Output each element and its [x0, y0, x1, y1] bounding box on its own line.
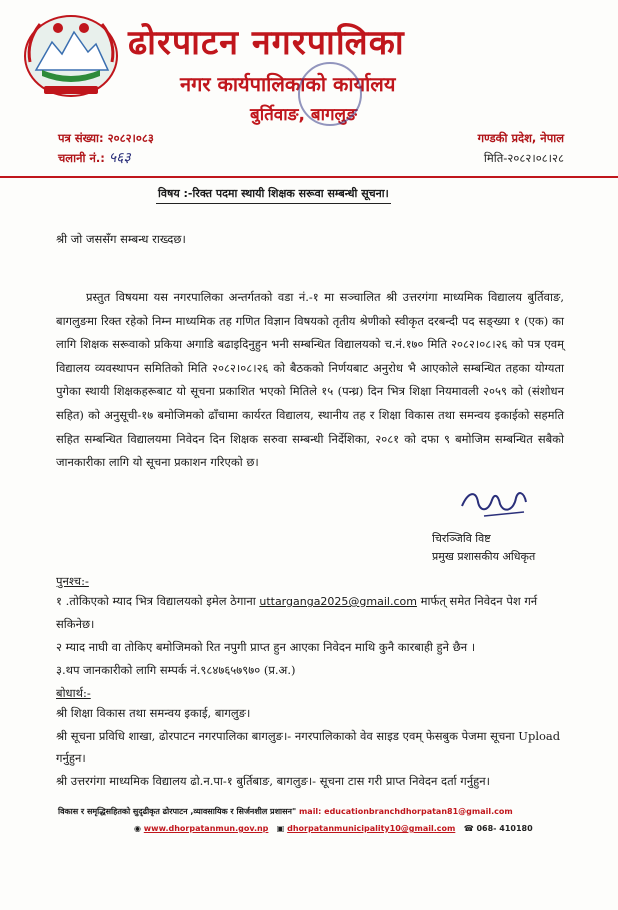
postscript-heading: पुनश्च:- — [56, 574, 89, 588]
reference-block — [58, 128, 154, 168]
nepal-emblem-icon — [22, 12, 120, 98]
subject-line: विषय :-रिक्त पदमा स्थायी शिक्षक सरूवा सम्बन्धी सूचना। — [156, 186, 391, 204]
footer-phone: 068- 410180 — [476, 824, 533, 833]
cc-list — [56, 702, 576, 792]
signer-block — [432, 530, 535, 566]
footer-slogan-row — [58, 806, 578, 817]
dispatch-row — [58, 148, 154, 168]
province-date-block — [478, 128, 564, 168]
postscript-item-3: ३.थप जानकारीको लागि सम्पर्क नं.९८४७६५७९७० (प्र.अ.) — [56, 663, 296, 677]
dispatch-label: चलानी नं.: — [58, 151, 105, 165]
postscript-item-1 — [56, 590, 566, 636]
cc-item-1: श्री शिक्षा विकास तथा समन्वय इकाई, बागलुङ। — [56, 706, 251, 720]
cc-heading: बोधार्थ:- — [56, 686, 91, 700]
postscript-item-1-post: मार्फत् समेत निवेदन पेश गर्न सकिनेछ। — [56, 594, 538, 631]
footer-mail[interactable]: mail: educationbranchdhorpatan81@gmail.com — [298, 807, 513, 816]
footer-contact-row — [134, 824, 574, 833]
notice-body: प्रस्तुत विषयमा यस नगरपालिका अन्तर्गतको वडा नं.-१ मा सञ्चालित श्री उत्तरगंगा माध्यमिक विद्यालय बुर्तिवाङ, बागलुङमा रिक्त रहेको निम्न माध्यमिक तह गणित विज्ञान विषयको तृतीय श्रेणीको स्वीकृत दरबन्दी पद सङ्ख्या १ (एक) का लागि शिक्षक सरूवाको प्रकिया अगाडि बढाइदिनुहुन भनी सम्बन्धित विद्यालयको च.नं.१७० मिति २०८२।०८।२६ को पत्र एवम् विद्यालय व्यवस्थापन समितिको मिति २०८२।०८।२६ को बैठकको निर्णयबाट अनुरोध भै आएकोले सम्बन्धित तहका योग्यता पुगेका स्थायी शिक्षकहरूबाट यो सूचना प्रकाशित भएको मितिले १५ (पन्ध्र) दिन भित्र शिक्षा नियमावली २०५९ को (संशोधन सहित) को अनुसूची-१७ बमोजिमको ढाँचामा कार्यरत विद्यालय, स्थानीय तह र शिक्षा विकास तथा समन्वय इकाईको सहमति सहित सम्बन्धित विद्यालयमा निवेदन दिन शिक्षक सरुवा सम्बन्धी निर्देशिका, २०८१ को दफा ९ बमोजिम सम्बन्धित सबैको जानकारीका लागि यो सूचना प्रकाशन गरिएको छ। — [56, 290, 564, 470]
footer-facebook-link[interactable]: dhorpatanmunicipality10@gmail.com — [287, 824, 456, 833]
greeting: श्री जो जससँग सम्बन्ध राख्दछ। — [56, 232, 186, 246]
signature-icon — [454, 482, 534, 522]
footer-website-link[interactable]: www.dhorpatanmun.gov.np — [143, 824, 269, 833]
province: गण्डकी प्रदेश, नेपाल — [477, 131, 564, 145]
municipality-title: ढोरपाटन नगरपालिका — [128, 23, 405, 63]
office-stamp-icon — [298, 62, 362, 126]
globe-icon: ◉ — [134, 824, 141, 833]
header-divider — [0, 176, 618, 178]
postscript-item-2: २ म्याद नाघी वा तोकिए बमोजिमको रित नपुगी प्राप्त हुन आएका निवेदन माथि कुनै कारबाही हुने छैन । — [56, 640, 476, 654]
office-place: बुर्तिवाङ, बागलुङ — [250, 105, 357, 125]
office-subtitle: नगर कार्यपालिकाको कार्यालय — [180, 72, 396, 96]
postscript-list — [56, 590, 566, 682]
footer-slogan: विकास र समृद्धिसहितको सुदृढीकृत ढोरपाटन ,व्यावसायिक र सिर्जनशील प्रशासन" — [58, 807, 297, 816]
postscript-item-1-pre: १ .तोकिएको म्याद भित्र विद्यालयको इमेल ठेगाना — [56, 594, 256, 608]
letter-number: पत्र संख्या: २०८२।०८३ — [58, 131, 154, 145]
cc-item-3: श्री उत्तरगंगा माध्यमिक विद्यालय ढो.न.पा-१ बुर्तिबाङ, बागलुङ।- सूचना टास गरी प्राप्त निवेदन दर्ता गर्नुहुन। — [56, 773, 491, 788]
letter-date: मिति-२०८२।०८।२८ — [483, 151, 564, 165]
dispatch-number: ५६३ — [108, 150, 131, 166]
school-email-link[interactable]: uttarganga2025@gmail.com — [259, 595, 417, 608]
phone-icon: ☎ — [463, 824, 474, 833]
signer-designation: प्रमुख प्रशासकीय अधिकृत — [432, 550, 536, 563]
signer-name: चिरञ्जिवि विष्ट — [432, 532, 491, 545]
facebook-icon: ▣ — [276, 824, 285, 833]
cc-item-2: श्री सूचना प्रविधि शाखा, ढोरपाटन नगरपालिका बागलुङ।- नगरपालिकाको वेव साइड एवम् फेसबुक पेजमा सूचना Upload गर्नुहुन। — [56, 728, 561, 765]
